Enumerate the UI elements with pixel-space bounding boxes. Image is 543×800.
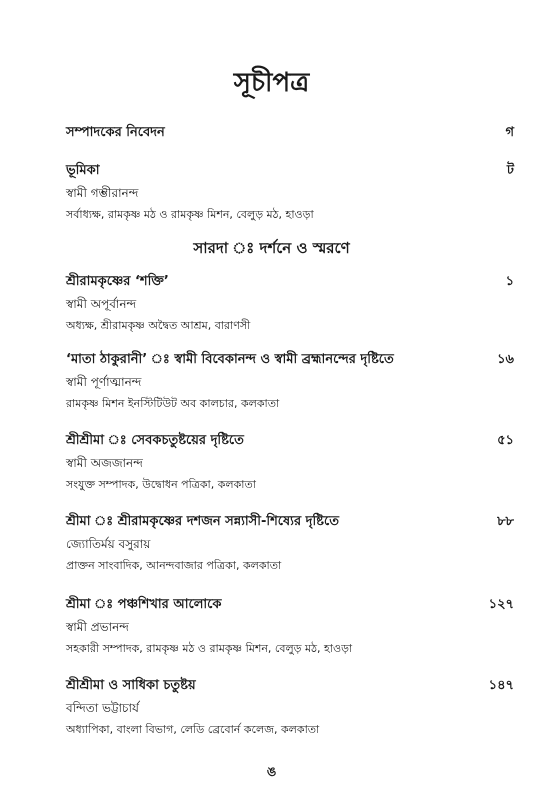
toc-entry [66, 432, 514, 494]
entry-affiliation: সহকারী সম্পাদক, রামকৃষ্ণ মঠ ও রামকৃষ্ণ মিশন, বেলুড় মঠ, হাওড়া [66, 642, 353, 655]
entry-page-number: ট [506, 163, 514, 178]
toc-entry [66, 513, 514, 575]
entry-page-number: ১২৭ [488, 597, 514, 612]
entry-author: বন্দিতা ভট্টাচার্য [66, 701, 139, 715]
entry-title: শ্রীশ্রীমা ঃ সেবকচতুষ্টয়ের দৃষ্টিতে [66, 433, 244, 448]
page-title: সূচীপত্র [233, 68, 310, 98]
entry-page-number: গ [505, 125, 514, 140]
entry-affiliation: প্রাক্তন সাংবাদিক, আনন্দবাজার পত্রিকা, কলকাতা [66, 559, 282, 572]
toc-entry [66, 351, 514, 413]
entry-title: ‘মাতা ঠাকুরানী’ ঃ স্বামী বিবেকানন্দ ও স্বামী ব্রহ্মানন্দের দৃষ্টিতে [66, 352, 394, 367]
entry-affiliation: সর্বাধ্যক্ষ, রামকৃষ্ণ মঠ ও রামকৃষ্ণ মিশন, বেলুড় মঠ, হাওড়া [66, 208, 314, 221]
entry-page-number: ১৪৭ [488, 678, 514, 693]
toc-entry [66, 677, 514, 739]
entry-page-number: ১ [505, 274, 514, 289]
entry-title: শ্রীশ্রীমা ও সাধিকা চতুষ্টয় [66, 678, 196, 693]
entry-page-number: ১৬ [497, 352, 514, 367]
entry-title: সম্পাদকের নিবেদন [66, 125, 165, 140]
page-number: ঙ [266, 765, 277, 780]
toc-entry [66, 273, 514, 335]
toc-entry-preface [66, 124, 514, 142]
entry-affiliation: অধ্যাপিকা, বাংলা বিভাগ, লেডি ব্রেবোর্ন কলেজ, কলকাতা [66, 723, 320, 736]
entry-title: শ্রীমা ঃ পঞ্চশিখার আলোকে [66, 597, 222, 612]
entry-author: স্বামী পূর্ণাত্মানন্দ [66, 375, 142, 389]
toc-entry-intro [66, 162, 514, 224]
entry-page-number: ৮৮ [497, 514, 514, 529]
entry-author: স্বামী অপূর্বানন্দ [66, 297, 137, 311]
entry-author: স্বামী অজজানন্দ [66, 456, 143, 470]
entry-title: শ্রীমা ঃ শ্রীরামকৃষ্ণের দশজন সন্ন্যাসী-শিষ্যের দৃষ্টিতে [66, 514, 339, 529]
entry-affiliation: সংযুক্ত সম্পাদক, উদ্বোধন পত্রিকা, কলকাতা [66, 478, 256, 491]
entry-affiliation: রামকৃষ্ণ মিশন ইনস্টিটিউট অব কালচার, কলকাতা [66, 397, 280, 410]
entry-page-number: ৫১ [497, 433, 514, 448]
entry-affiliation: অধ্যক্ষ, শ্রীরামকৃষ্ণ অদ্বৈত আশ্রম, বারাণসী [66, 319, 251, 332]
section-heading: সারদা ঃ দর্শনে ও স্মরণে [193, 239, 350, 257]
entry-author: জ্যোতির্ময় বসুরায় [66, 537, 151, 551]
entry-title: শ্রীরামকৃষ্ণের ‘শক্তি’ [66, 274, 169, 289]
toc-entry [66, 596, 514, 658]
entry-author: স্বামী গম্ভীরানন্দ [66, 186, 139, 200]
entry-title: ভূমিকা [66, 163, 100, 178]
entry-author: স্বামী প্রভানন্দ [66, 620, 129, 634]
